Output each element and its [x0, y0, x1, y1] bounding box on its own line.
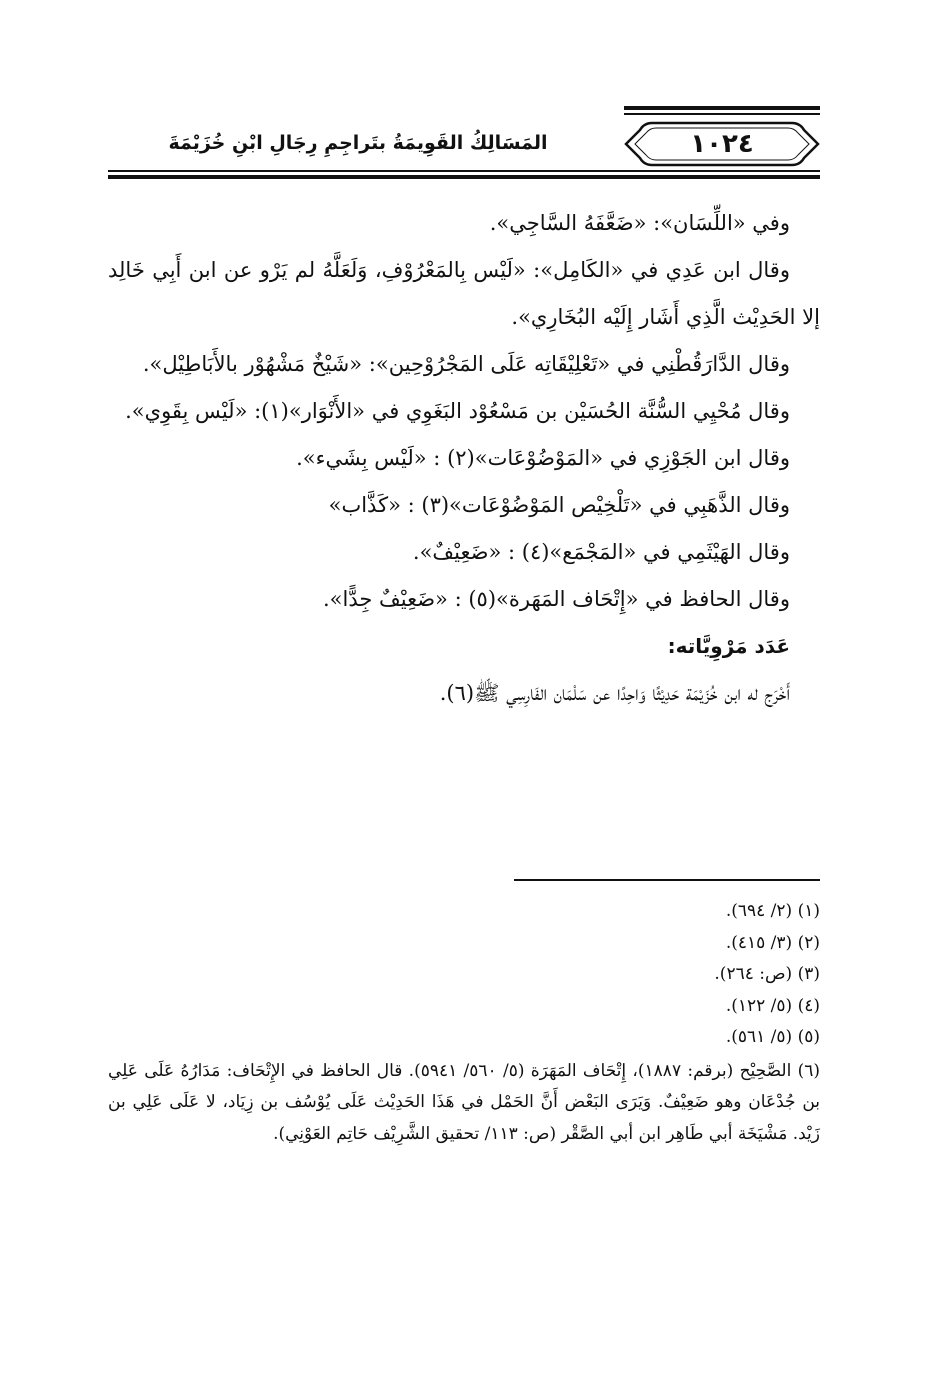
header-rule-thin	[624, 113, 820, 115]
paragraph: وقال ابن عَدِي في «الكَامِل»: «لَيْس بِالمَعْرُوْفِ، وَلَعَلَّهُ لم يَرْو عن ابن أَبِي خَالِد إلا الحَدِيْث الَّذِي أَشَار إِلَيْه البُخَارِي».	[108, 258, 820, 329]
footnote: (٢) (٣/ ٤١٥).	[725, 932, 820, 953]
quote-line: وقال الحافظ في «إِتْحَاف المَهَرة»(٥) : «ضَعِيْفٌ جِدًّا».	[322, 587, 790, 611]
page-number: ١٠٢٤	[690, 129, 754, 159]
paragraph: وقال مُحْيِي السُّنَّة الحُسَيْن بن مَسْعُوْد البَغَوِي في «الأَنْوَار»(١): «لَيْس بِقَوِي».	[125, 399, 790, 423]
footnote: (٤) (٥/ ١٢٢).	[725, 995, 820, 1016]
footnote: (١) (٢/ ٦٩٤).	[725, 901, 820, 921]
header-rule-bottom-thick	[108, 175, 820, 179]
footnote: (٥) (٥/ ٥٦١).	[725, 1027, 820, 1047]
main-text	[108, 200, 820, 717]
paragraph: وقال الدَّارَقُطْنِي في «تَعْلِيْقَاتِه عَلَى المَجْرُوْحِين»: «شَيْخٌ مَشْهُوْر بالأَبَاطِيْل».	[142, 352, 790, 376]
quote-line: وقال الهَيْثَمِي في «المَجْمَع»(٤) : «ضَعِيْفٌ».	[412, 540, 790, 564]
footnote: (٦) الصَّحِيْح (برقم: ١٨٨٧)، إِتْحَاف المَهَرَة (٥/ ٥٦٠/ ٥٩٤١). قال الحافظ في الإِتْحَاف: مَدَارُهُ عَلَى عَلِي بن جُدْعَان وهو ضَعِيْفٌ. وَيَرَى البَعْض أَنَّ الحَمْل في هَذَا الحَدِيْث عَلَى يُوْسُف بن زِيَاد، لا عَلَى عَلِي بن زَيْد. مَشْيَخَة أبي طَاهِر ابن أبي الصَّقْر (ص: ١١٣/ تحقيق الشَّرِيْف حَاتِم العَوْنِي).	[108, 1060, 821, 1144]
quote-line: وقال ابن الجَوْزِي في «المَوْضُوْعَات»(٢) : «لَيْس بِشَيء».	[296, 446, 790, 470]
header-rule-thick	[624, 106, 820, 110]
footnotes	[108, 896, 820, 1150]
book-title: المَسَالِكُ القَوِيمَةُ بتَراجِمِ رِجَالِ ابْنِ خُزَيْمَةَ	[168, 132, 548, 154]
closing-line: أَخْرَج له ابن خُزَيْمَة حَدِيْثًا وَاحِدًا عن سَلْمَان الفَارِسِي ﷺ(٦).	[439, 681, 790, 705]
page-number-frame	[622, 120, 822, 168]
footnote-separator	[514, 879, 820, 881]
header-rule-bottom-thin	[108, 170, 820, 172]
quote-line: وقال الذَّهَبِي في «تَلْخِيْص المَوْضُوْعَات»(٣) : «كَذَّاب»	[328, 493, 790, 517]
page-header	[108, 98, 820, 180]
section-heading: عَدَد مَرْوِيَّاته:	[667, 634, 790, 658]
footnote: (٣) (ص: ٢٦٤).	[714, 964, 820, 984]
paragraph: وفي «اللِّسَان»: «ضَعَّفَهُ السَّاجِي».	[489, 211, 790, 235]
